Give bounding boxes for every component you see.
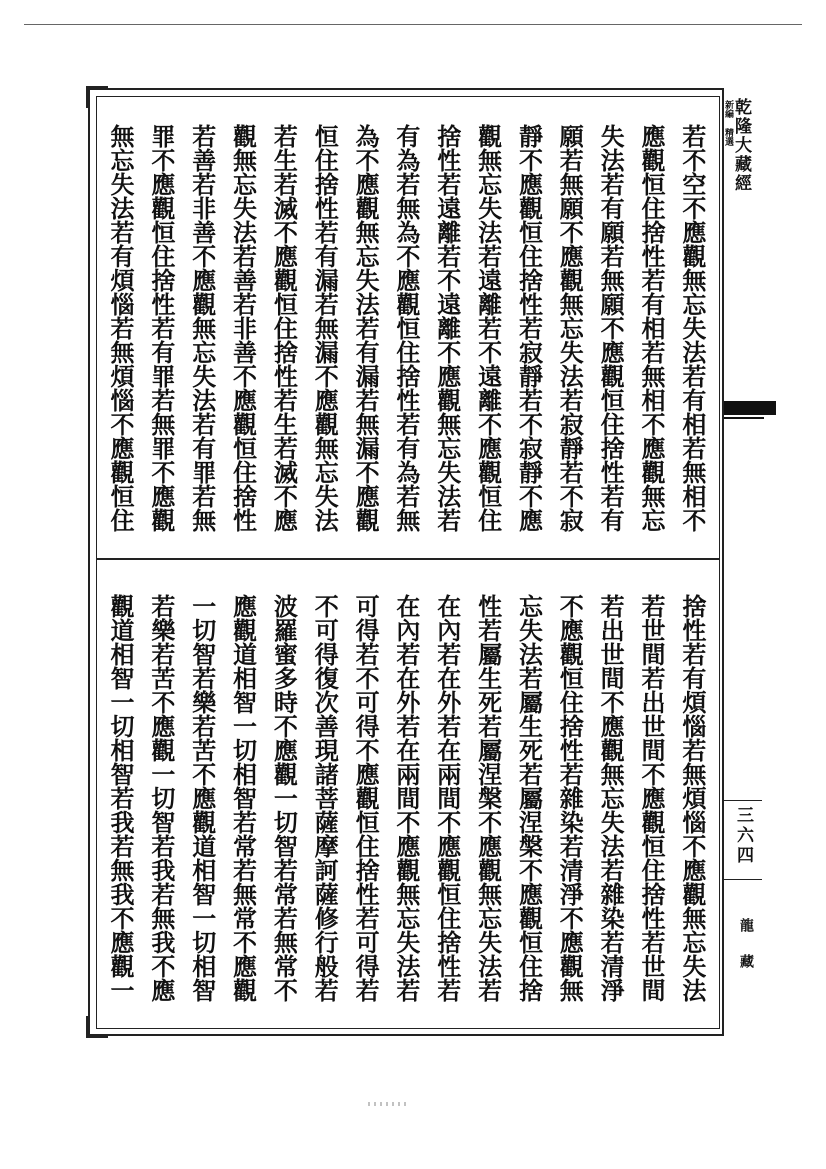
corner-ornament-icon [86,86,108,108]
text-column: 為不應觀無忘失法若有漏若無漏不應觀 [351,124,381,532]
inner-frame-left [96,96,97,1028]
text-column: 性若屬生死若屬涅槃不應觀無忘失法若 [473,594,503,1002]
text-column: 若不空不應觀無忘失法若有相若無相不 [677,124,707,532]
thumb-tab-icon [724,397,776,423]
text-column: 若世間若出世間不應觀恒住捨性若世間 [636,594,666,1002]
inner-frame-right [719,96,720,1028]
sutra-collection-title: 乾隆大藏經 [731,98,751,193]
text-column: 捨性若遠離若不遠離不應觀無忘失法若 [432,124,462,532]
text-column: 不應觀恒住捨性若雜染若清淨不應觀無 [555,594,585,1002]
text-column: 應觀道相智一切相智若常若無常不應觀 [228,594,258,1002]
text-column: 捨性若有煩惱若無煩惱不應觀無忘失法 [677,594,707,1002]
text-column: 忘失法若屬生死若屬涅槃不應觀恒住捨 [514,594,544,1002]
text-column: 無忘失法若有煩惱若無煩惱不應觀恒住 [106,124,135,532]
text-column: 有為若無為不應觀恒住捨性若有為若無 [391,124,421,532]
text-column: 觀無忘失法若善若非善不應觀恒住捨性 [228,124,258,532]
text-column: 不可得復次善現諸菩薩摩訶薩修行般若 [310,594,340,1002]
text-column: 觀無忘失法若遠離若不遠離不應觀恒住 [473,124,503,532]
text-column: 靜不應觀恒住捨性若寂靜若不寂靜不應 [514,124,544,532]
inner-frame-top [96,96,720,97]
text-column: 若樂若苦不應觀一切智若我若無我不應 [146,594,176,1002]
text-column: 失法若有願若無願不應觀恒住捨性若有 [596,124,626,532]
top-rule [24,24,802,25]
text-column: 恒住捨性若有漏若無漏不應觀無忘失法 [310,124,340,532]
scan-artifact [368,1102,408,1106]
corner-ornament-icon [86,1016,108,1038]
lower-text-panel [106,594,707,1018]
inner-frame-bottom [96,1028,720,1029]
margin-tag: 新編 精選 [723,100,733,146]
text-column: 若出世間不應觀無忘失法若雜染若清淨 [596,594,626,1002]
text-column: 若生若滅不應觀恒住捨性若生若滅不應 [269,124,299,532]
text-column: 若善若非善不應觀無忘失法若有罪若無 [187,124,217,532]
text-column: 應觀恒住捨性若有相若無相不應觀無忘 [636,124,666,532]
text-column: 罪不應觀恒住捨性若有罪若無罪不應觀 [146,124,176,532]
series-mark: 龍藏 [738,918,754,990]
text-column: 波羅蜜多時不應觀一切智若常若無常不 [269,594,299,1002]
upper-text-panel [106,124,707,544]
text-column: 觀道相智一切相智若我若無我不應觀一 [106,594,135,1002]
page-number: 三六四 [733,806,753,866]
panel-divider [96,558,720,560]
text-column: 在內若在外若在兩間不應觀無忘失法若 [391,594,421,1002]
text-column: 在內若在外若在兩間不應觀恒住捨性若 [432,594,462,1002]
text-column: 願若無願不應觀無忘失法若寂靜若不寂 [555,124,585,532]
text-column: 可得若不可得不應觀恒住捨性若可得若 [351,594,381,1002]
text-column: 一切智若樂若苦不應觀道相智一切相智 [187,594,217,1002]
